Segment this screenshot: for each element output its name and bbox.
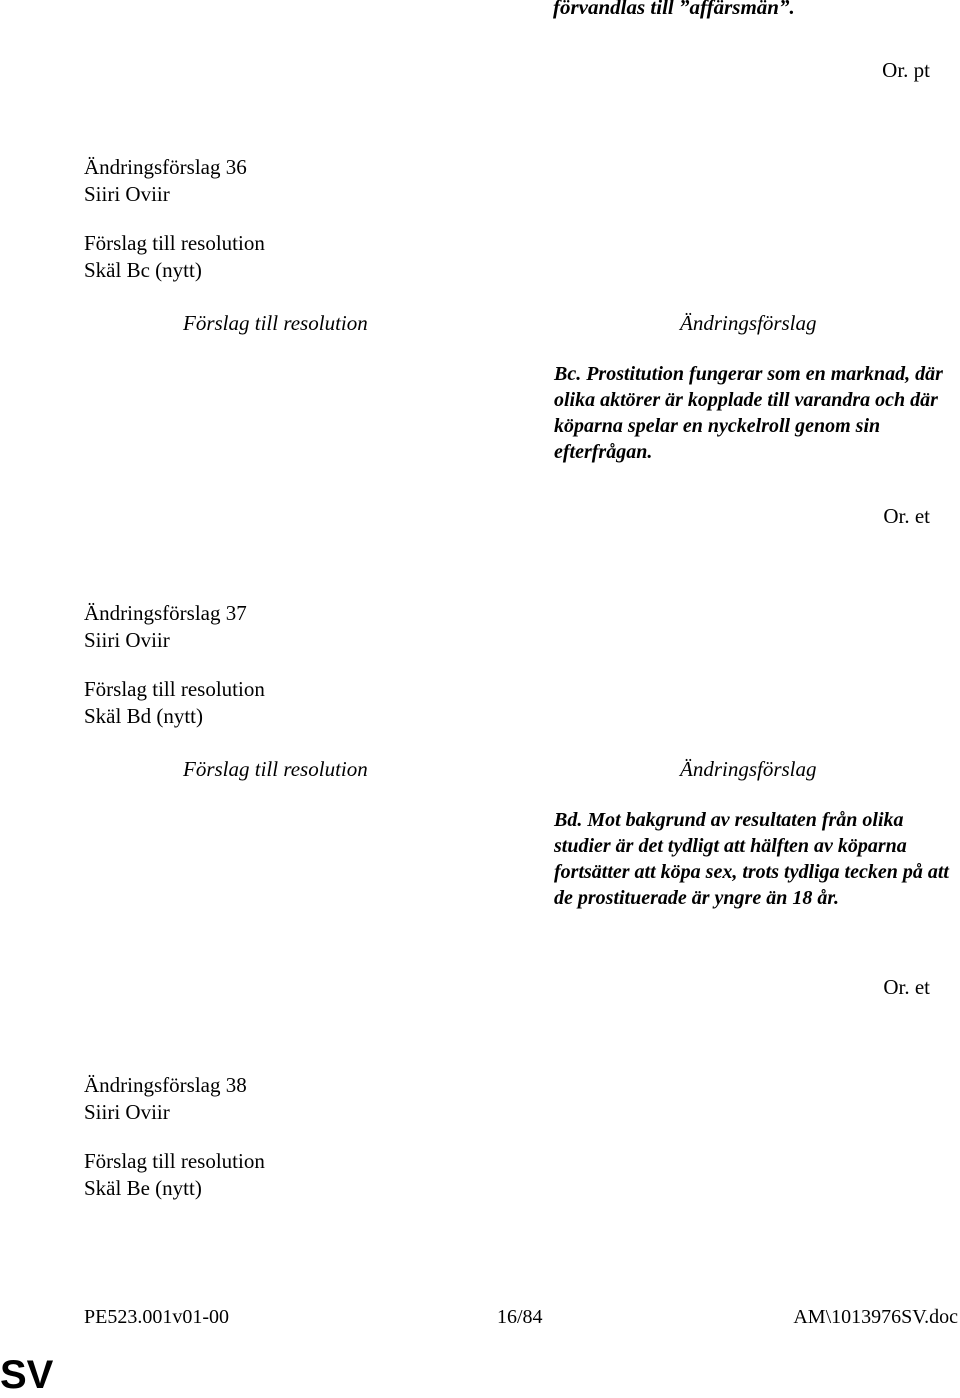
previous-amendment-text-fragment: förvandlas till ”affärsmän”. [553, 0, 795, 19]
footer-page-number: 16/84 [497, 1306, 543, 1328]
column-header-original: Förslag till resolution [183, 311, 368, 335]
column-header-amendment: Ändringsförslag [680, 311, 817, 335]
amendment-author: Siiri Oviir [84, 628, 170, 652]
footer-file-name: AM\1013976SV.doc [793, 1306, 958, 1328]
amendment-reference: Skäl Bd (nytt) [84, 704, 203, 728]
original-language-label: Or. pt [882, 58, 930, 82]
amendment-document: Förslag till resolution [84, 231, 265, 255]
language-mark: SV [0, 1353, 54, 1397]
amendment-author: Siiri Oviir [84, 1100, 170, 1124]
amendment-number: Ändringsförslag 38 [84, 1073, 247, 1097]
column-header-original: Förslag till resolution [183, 757, 368, 781]
amendment-number: Ändringsförslag 36 [84, 155, 247, 179]
original-language-label: Or. et [883, 504, 930, 528]
amendment-document: Förslag till resolution [84, 677, 265, 701]
amendment-text: Bd. Mot bakgrund av resultaten från olika studier är det tydligt att hälften av köparna fortsätter att köpa sex, trots tydliga tecken på att de prostituerade är yngre än 18 år. [554, 809, 949, 909]
amendment-text: Bc. Prostitution fungerar som en marknad, där olika aktörer är kopplade till varandra och där köparna spelar en nyckelroll genom sin efterfrågan. [554, 363, 943, 463]
footer-document-reference: PE523.001v01-00 [84, 1306, 229, 1328]
amendment-author: Siiri Oviir [84, 182, 170, 206]
amendment-document: Förslag till resolution [84, 1149, 265, 1173]
amendment-number: Ändringsförslag 37 [84, 601, 247, 625]
amendment-reference: Skäl Bc (nytt) [84, 258, 202, 282]
amendment-reference: Skäl Be (nytt) [84, 1176, 202, 1200]
original-language-label: Or. et [883, 975, 930, 999]
column-header-amendment: Ändringsförslag [680, 757, 817, 781]
